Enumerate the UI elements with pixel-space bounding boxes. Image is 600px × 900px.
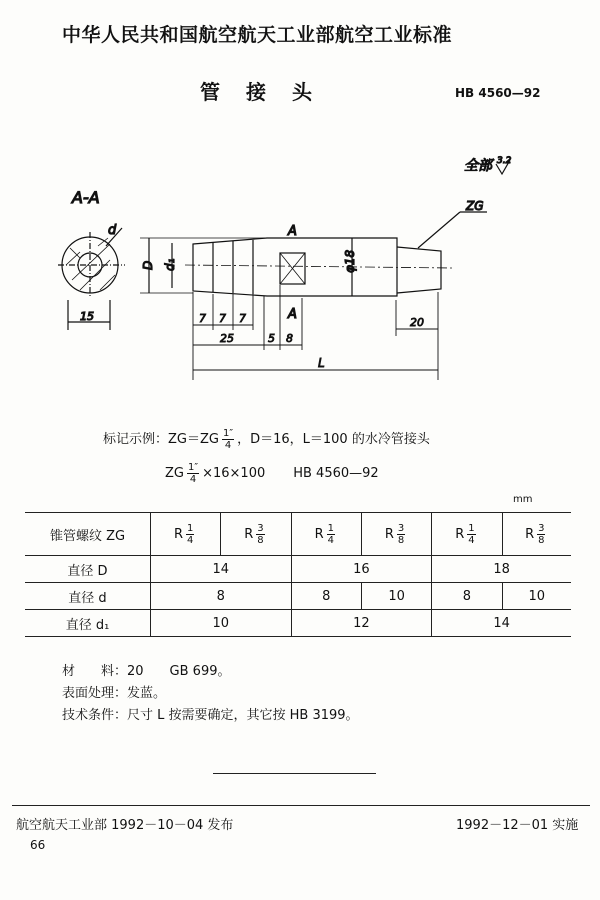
fraction (397, 523, 405, 546)
section-label: A-A (72, 188, 100, 207)
denominator: 4 (189, 474, 197, 485)
numerator: 1 (468, 522, 475, 534)
svg-text:7: 7 (219, 312, 226, 325)
thread-cell (151, 513, 221, 556)
table-cell: 8 (291, 583, 361, 610)
denominator: 8 (257, 534, 264, 546)
svg-text:A: A (288, 307, 297, 322)
thread-r: R (455, 526, 465, 542)
svg-text:ZG: ZG (466, 199, 484, 213)
table-row (25, 556, 571, 583)
page-number: 66 (30, 838, 46, 852)
footer-rule (12, 805, 590, 806)
denominator: 8 (538, 534, 545, 546)
numerator: 3 (257, 522, 264, 534)
fraction (187, 462, 199, 485)
denominator: 4 (186, 534, 194, 546)
surface-note: 全部 (464, 158, 492, 174)
thread-cell (432, 513, 502, 556)
issued-date: 航空航天工业部 1992－10－04 发布 (16, 818, 234, 833)
note-conditions: 技术条件：尺寸 L 按需要确定，其它按 HB 3199。 (62, 708, 359, 723)
technical-notes (62, 661, 359, 727)
table-row (25, 610, 571, 637)
row-label: 直径 d₁ (25, 610, 151, 637)
fraction (186, 523, 194, 546)
marking-example (103, 428, 430, 451)
table-cell: 8 (432, 583, 502, 610)
svg-text:7: 7 (199, 312, 206, 325)
svg-text:8: 8 (286, 332, 293, 345)
table-cell: 8 (151, 583, 292, 610)
svg-text:d: d (108, 223, 117, 238)
roughness-value: 3.2 (497, 156, 512, 166)
standard-code: HB 4560—92 (455, 86, 541, 100)
svg-text:D: D (141, 260, 155, 270)
end-rule (213, 773, 376, 774)
designation-suffix: ×16×100 (202, 466, 266, 481)
section-view (58, 223, 125, 330)
note-material: 材 料：20 GB 699。 (62, 664, 231, 679)
table-cell: 14 (151, 556, 292, 583)
thread-r: R (384, 526, 394, 542)
thread-cell (361, 513, 431, 556)
svg-text:φ18: φ18 (343, 249, 357, 273)
technical-drawing (0, 140, 600, 390)
svg-text:25: 25 (220, 332, 234, 345)
fraction (467, 523, 475, 546)
fraction (222, 428, 234, 451)
svg-text:5: 5 (268, 332, 275, 345)
header-cell: 锥管螺纹 ZG (25, 513, 151, 556)
svg-text:A: A (288, 224, 297, 239)
marking-designation (165, 462, 379, 485)
svg-text:20: 20 (410, 316, 424, 329)
example-prefix: 标记示例：ZG＝ZG (103, 432, 219, 447)
designation-code: HB 4560—92 (293, 466, 379, 481)
unit-label: mm (513, 494, 533, 505)
numerator: 1″ (187, 462, 199, 473)
thread-cell (221, 513, 291, 556)
denominator: 8 (397, 534, 405, 546)
svg-text:15: 15 (80, 310, 94, 323)
denominator: 4 (468, 534, 475, 546)
numerator: 1 (327, 522, 334, 534)
thread-r: R (244, 526, 254, 542)
table-cell: 10 (361, 583, 431, 610)
example-suffix: ，D＝16，L＝100 的水冷管接头 (237, 432, 430, 447)
table-row (25, 583, 571, 610)
numerator: 3 (397, 522, 405, 534)
row-label: 直径 D (25, 556, 151, 583)
fraction (537, 523, 545, 546)
svg-text:L: L (318, 356, 325, 370)
dimension-table (25, 512, 571, 637)
fraction (256, 523, 264, 546)
thread-cell (502, 513, 571, 556)
svg-text:d₁: d₁ (163, 258, 177, 271)
table-cell: 10 (151, 610, 292, 637)
part-body (140, 199, 487, 322)
thread-cell (291, 513, 361, 556)
svg-text:7: 7 (239, 312, 246, 325)
denominator: 4 (224, 440, 232, 451)
table-cell: 14 (432, 610, 571, 637)
table-cell: 18 (432, 556, 571, 583)
effective-date: 1992－12－01 实施 (456, 818, 579, 833)
numerator: 1 (186, 522, 194, 534)
designation-prefix: ZG (165, 466, 184, 481)
row-label: 直径 d (25, 583, 151, 610)
document-title: 管接头 (200, 80, 338, 104)
table-row (25, 513, 571, 556)
table-cell: 12 (291, 610, 432, 637)
thread-r: R (525, 526, 535, 542)
note-surface: 表面处理：发蓝。 (62, 686, 167, 701)
numerator: 1″ (222, 428, 234, 439)
thread-r: R (173, 526, 183, 542)
table-cell: 16 (291, 556, 432, 583)
denominator: 4 (327, 534, 334, 546)
thread-r: R (314, 526, 324, 542)
table-cell: 10 (502, 583, 571, 610)
dimensions (193, 285, 438, 380)
numerator: 3 (538, 522, 545, 534)
fraction (327, 523, 335, 546)
organization-header: 中华人民共和国航空航天工业部航空工业标准 (62, 24, 453, 46)
